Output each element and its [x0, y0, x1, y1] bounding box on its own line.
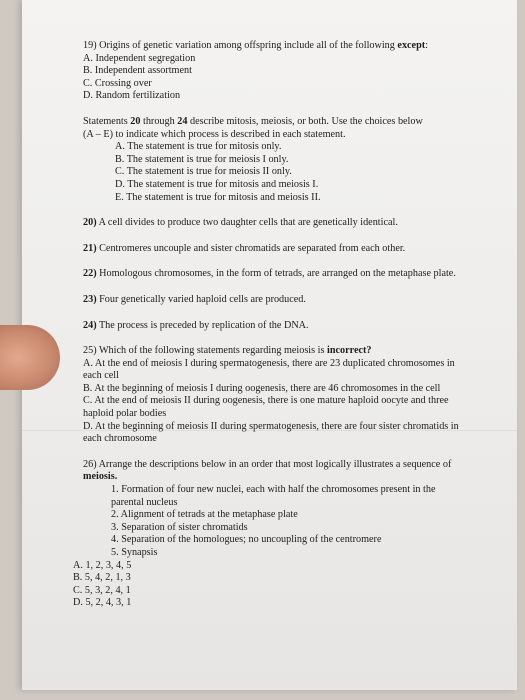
statement-21: 21) Centromeres uncouple and sister chromatids are separated from each other.	[83, 242, 406, 254]
worksheet-text	[73, 40, 463, 610]
choice-c: C. The statement is true for meiosis II only.	[115, 166, 292, 178]
question-25-option: C. At the end of meiosis II during oogenesis, there is one mature haploid oocyte and three haploid polar bodies	[83, 395, 449, 420]
instructions-line-2: (A – E) to indicate which process is described in each statement.	[83, 128, 346, 140]
choice-a: A. The statement is true for mitosis only.	[115, 141, 282, 153]
statement-22: 22) Homologous chromosomes, in the form of tetrads, are arranged on the metaphase plate.	[83, 268, 456, 280]
question-19-option: D. Random fertilization	[83, 90, 181, 102]
statement-20: 20) A cell divides to produce two daughter cells that are genetically identical.	[83, 217, 398, 229]
sequence-item: 4. Separation of the homologues; no uncoupling of the centromere	[111, 534, 382, 546]
question-26-option: B. 5, 4, 2, 1, 3	[73, 572, 131, 584]
sequence-item: 2. Alignment of tetrads at the metaphase plate	[111, 509, 298, 521]
question-25-option: B. At the beginning of meiosis I during oogenesis, there are 46 chromosomes in the cell	[83, 382, 441, 394]
question-26-option: A. 1, 2, 3, 4, 5	[73, 559, 132, 571]
sequence-item: 1. Formation of four new nuclei, each with half the chromosomes present in the parental nucleus	[111, 484, 436, 508]
sequence-item: 3. Separation of sister chromatids	[111, 521, 248, 533]
choice-e: E. The statement is true for mitosis and meiosis II.	[115, 191, 321, 203]
sequence-item: 5. Synapsis	[111, 547, 158, 558]
question-19-option: B. Independent assortment	[83, 65, 192, 77]
choice-b: B. The statement is true for meiosis I only.	[115, 153, 289, 165]
question-26-option: D. 5, 2, 4, 3, 1	[73, 597, 132, 609]
statement-23: 23) Four genetically varied haploid cells are produced.	[83, 293, 306, 305]
instructions-line-1: Statements 20 through 24 describe mitosis, meiosis, or both. Use the choices below	[83, 115, 423, 127]
question-19-option: A. Independent segregation	[83, 52, 196, 64]
question-26-option: C. 5, 3, 2, 4, 1	[73, 584, 131, 596]
question-19-stem: 19) Origins of genetic variation among offspring include all of the following except:	[83, 40, 428, 51]
choice-d: D. The statement is true for mitosis and meiosis I.	[115, 178, 319, 190]
question-25-stem: 25) Which of the following statements regarding meiosis is incorrect?	[83, 345, 372, 357]
question-25-option: A. At the end of meiosis I during spermatogenesis, there are 23 duplicated chromosomes in each cell	[83, 357, 455, 382]
statement-24: 24) The process is preceded by replication of the DNA.	[83, 319, 309, 331]
question-25-option: D. At the beginning of meiosis II during spermatogenesis, there are four sister chromatids in each chromosome	[83, 420, 459, 445]
question-19-option: C. Crossing over	[83, 77, 152, 89]
question-26-stem: 26) Arrange the descriptions below in an order that most logically illustrates a sequence of meiosis.	[83, 458, 452, 483]
